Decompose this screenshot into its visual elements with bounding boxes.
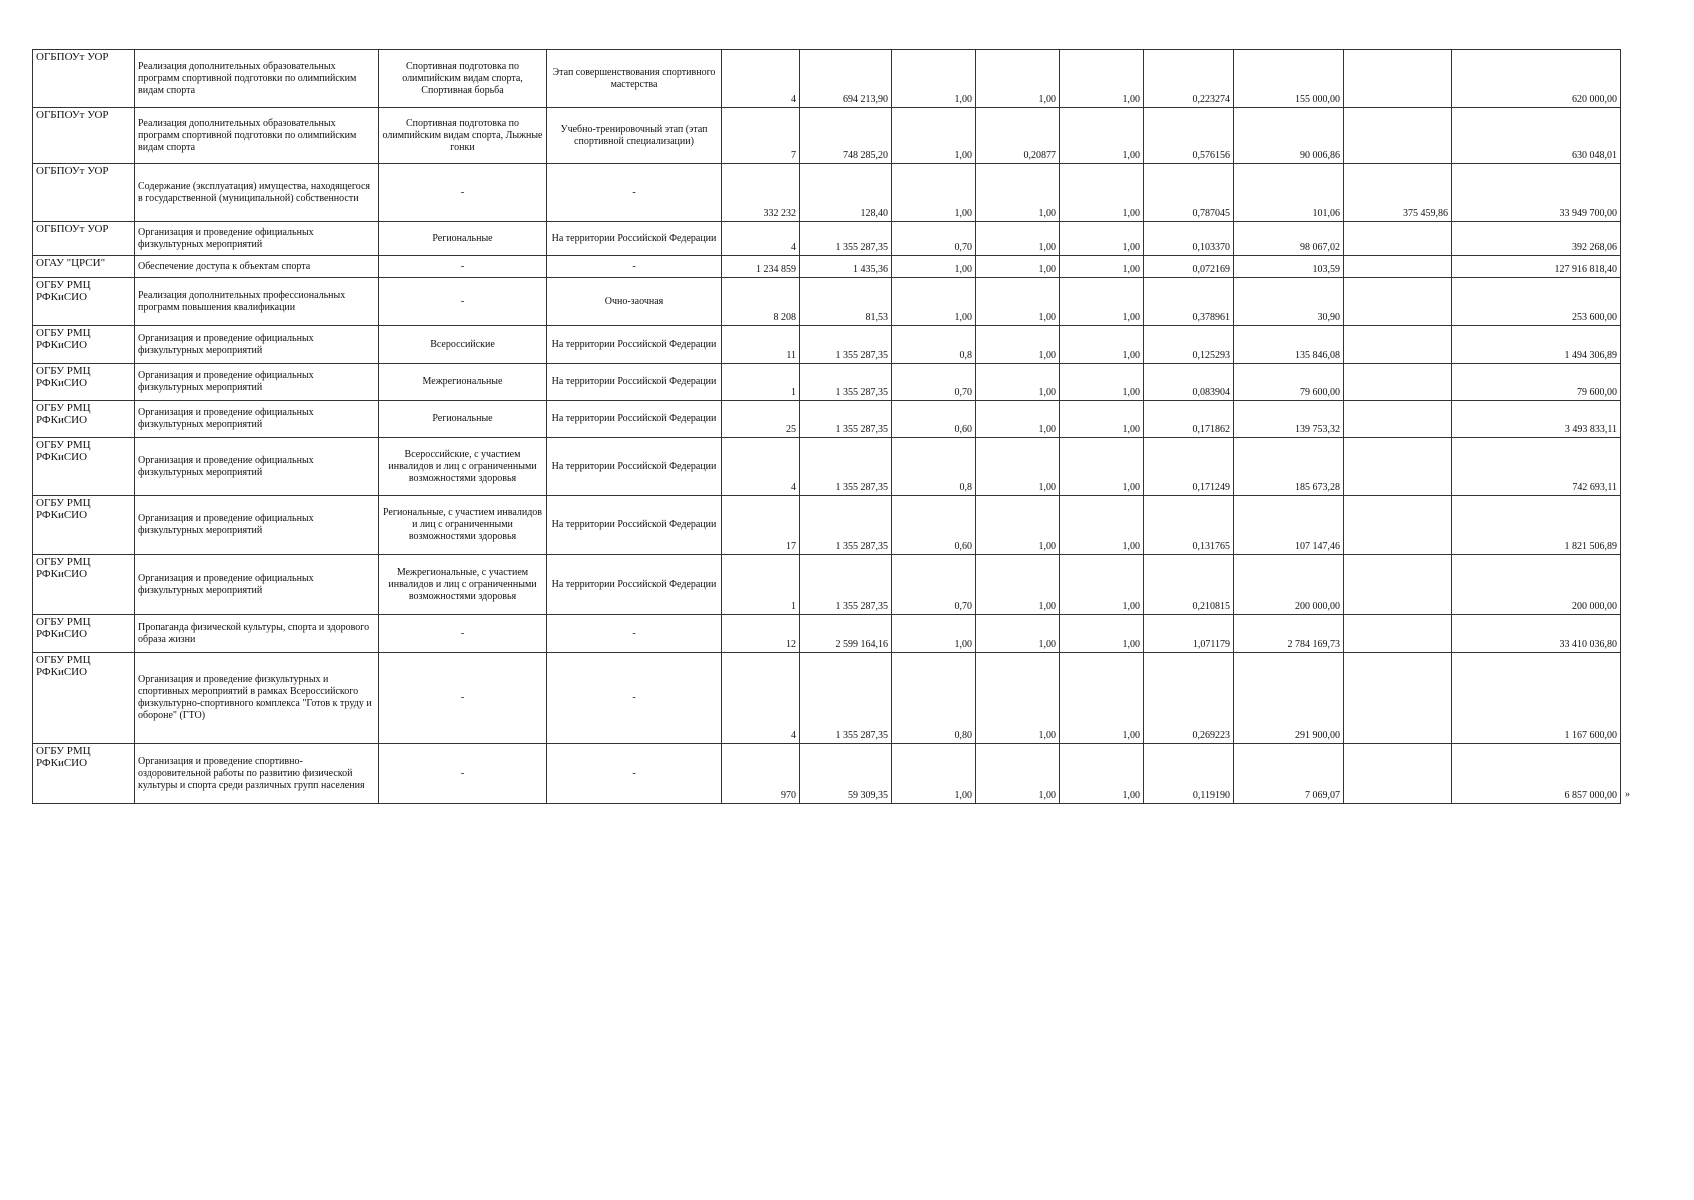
total-cell: 630 048,01 bbox=[1452, 108, 1621, 164]
coef3-cell: 1,00 bbox=[1060, 256, 1144, 278]
base-cost-cell: 1 435,36 bbox=[800, 256, 892, 278]
org-cell: ОГБУ РМЦ РФКиСИО bbox=[33, 278, 135, 326]
coef2-cell: 0,20877 bbox=[976, 108, 1060, 164]
org-cell: ОГБПОУт УОР bbox=[33, 164, 135, 222]
unit-cost-cell: 103,59 bbox=[1234, 256, 1344, 278]
category-cell: Межрегиональные, с участием инвалидов и лиц с ограниченными возможностями здоровья bbox=[379, 555, 547, 615]
base-cost-cell: 59 309,35 bbox=[800, 744, 892, 804]
volume-cell: 4 bbox=[722, 438, 800, 496]
coef3-cell: 1,00 bbox=[1060, 438, 1144, 496]
volume-cell: 1 bbox=[722, 364, 800, 401]
coef4-cell: 0,576156 bbox=[1144, 108, 1234, 164]
table-row bbox=[33, 326, 1621, 364]
coef1-cell: 0,60 bbox=[892, 401, 976, 438]
coef3-cell: 1,00 bbox=[1060, 50, 1144, 108]
service-cell: Реализация дополнительных образовательных программ спортивной подготовки по олимпийским видам спорта bbox=[135, 50, 379, 108]
coef4-cell: 0,210815 bbox=[1144, 555, 1234, 615]
extra-cost-cell bbox=[1344, 438, 1452, 496]
base-cost-cell: 2 599 164,16 bbox=[800, 615, 892, 653]
coef3-cell: 1,00 bbox=[1060, 164, 1144, 222]
category-cell: Региональные bbox=[379, 222, 547, 256]
table-row bbox=[33, 744, 1621, 804]
volume-cell: 12 bbox=[722, 615, 800, 653]
table-row bbox=[33, 256, 1621, 278]
condition-cell: На территории Российской Федерации bbox=[547, 222, 722, 256]
table-row bbox=[33, 401, 1621, 438]
org-cell: ОГБПОУт УОР bbox=[33, 50, 135, 108]
volume-cell: 8 208 bbox=[722, 278, 800, 326]
org-cell: ОГБУ РМЦ РФКиСИО bbox=[33, 744, 135, 804]
table-row bbox=[33, 364, 1621, 401]
coef3-cell: 1,00 bbox=[1060, 364, 1144, 401]
org-cell: ОГБУ РМЦ РФКиСИО bbox=[33, 615, 135, 653]
coef4-cell: 1,071179 bbox=[1144, 615, 1234, 653]
category-cell: - bbox=[379, 164, 547, 222]
total-cell: 1 167 600,00 bbox=[1452, 653, 1621, 744]
service-cell: Организация и проведение официальных физкультурных мероприятий bbox=[135, 555, 379, 615]
volume-cell: 25 bbox=[722, 401, 800, 438]
category-cell: Межрегиональные bbox=[379, 364, 547, 401]
org-cell: ОГБУ РМЦ РФКиСИО bbox=[33, 496, 135, 555]
coef1-cell: 0,70 bbox=[892, 222, 976, 256]
condition-cell: Учебно-тренировочный этап (этап спортивной специализации) bbox=[547, 108, 722, 164]
total-cell: 1 821 506,89 bbox=[1452, 496, 1621, 555]
coef2-cell: 1,00 bbox=[976, 496, 1060, 555]
coef4-cell: 0,223274 bbox=[1144, 50, 1234, 108]
total-cell: 253 600,00 bbox=[1452, 278, 1621, 326]
total-cell: 127 916 818,40 bbox=[1452, 256, 1621, 278]
coef1-cell: 1,00 bbox=[892, 278, 976, 326]
coef2-cell: 1,00 bbox=[976, 164, 1060, 222]
table-row bbox=[33, 615, 1621, 653]
extra-cost-cell bbox=[1344, 496, 1452, 555]
coef2-cell: 1,00 bbox=[976, 438, 1060, 496]
extra-cost-cell bbox=[1344, 222, 1452, 256]
extra-cost-cell bbox=[1344, 278, 1452, 326]
condition-cell: - bbox=[547, 256, 722, 278]
org-cell: ОГБУ РМЦ РФКиСИО bbox=[33, 326, 135, 364]
coef4-cell: 0,119190 bbox=[1144, 744, 1234, 804]
coef3-cell: 1,00 bbox=[1060, 278, 1144, 326]
coef1-cell: 0,80 bbox=[892, 653, 976, 744]
total-cell: 79 600,00 bbox=[1452, 364, 1621, 401]
base-cost-cell: 694 213,90 bbox=[800, 50, 892, 108]
base-cost-cell: 1 355 287,35 bbox=[800, 555, 892, 615]
coef3-cell: 1,00 bbox=[1060, 326, 1144, 364]
coef2-cell: 1,00 bbox=[976, 364, 1060, 401]
service-cell: Организация и проведение официальных физкультурных мероприятий bbox=[135, 401, 379, 438]
category-cell: - bbox=[379, 278, 547, 326]
condition-cell: - bbox=[547, 653, 722, 744]
total-cell: 3 493 833,11 bbox=[1452, 401, 1621, 438]
coef4-cell: 0,072169 bbox=[1144, 256, 1234, 278]
base-cost-cell: 748 285,20 bbox=[800, 108, 892, 164]
unit-cost-cell: 135 846,08 bbox=[1234, 326, 1344, 364]
coef2-cell: 1,00 bbox=[976, 401, 1060, 438]
base-cost-cell: 1 355 287,35 bbox=[800, 326, 892, 364]
coef3-cell: 1,00 bbox=[1060, 401, 1144, 438]
coef1-cell: 0,70 bbox=[892, 364, 976, 401]
unit-cost-cell: 139 753,32 bbox=[1234, 401, 1344, 438]
volume-cell: 4 bbox=[722, 653, 800, 744]
condition-cell: Очно-заочная bbox=[547, 278, 722, 326]
coef3-cell: 1,00 bbox=[1060, 653, 1144, 744]
extra-cost-cell bbox=[1344, 653, 1452, 744]
table-row bbox=[33, 438, 1621, 496]
volume-cell: 4 bbox=[722, 222, 800, 256]
volume-cell: 4 bbox=[722, 50, 800, 108]
coef1-cell: 1,00 bbox=[892, 50, 976, 108]
total-cell: 392 268,06 bbox=[1452, 222, 1621, 256]
category-cell: - bbox=[379, 653, 547, 744]
unit-cost-cell: 2 784 169,73 bbox=[1234, 615, 1344, 653]
coef2-cell: 1,00 bbox=[976, 555, 1060, 615]
base-cost-cell: 1 355 287,35 bbox=[800, 364, 892, 401]
base-cost-cell: 128,40 bbox=[800, 164, 892, 222]
coef2-cell: 1,00 bbox=[976, 50, 1060, 108]
org-cell: ОГБУ РМЦ РФКиСИО bbox=[33, 364, 135, 401]
table-body bbox=[33, 50, 1630, 804]
coef1-cell: 1,00 bbox=[892, 164, 976, 222]
condition-cell: На территории Российской Федерации bbox=[547, 401, 722, 438]
extra-cost-cell bbox=[1344, 256, 1452, 278]
coef3-cell: 1,00 bbox=[1060, 555, 1144, 615]
service-cell: Реализация дополнительных профессиональных программ повышения квалификации bbox=[135, 278, 379, 326]
coef3-cell: 1,00 bbox=[1060, 222, 1144, 256]
coef4-cell: 0,131765 bbox=[1144, 496, 1234, 555]
unit-cost-cell: 101,06 bbox=[1234, 164, 1344, 222]
coef1-cell: 0,60 bbox=[892, 496, 976, 555]
total-cell: 620 000,00 bbox=[1452, 50, 1621, 108]
coef2-cell: 1,00 bbox=[976, 744, 1060, 804]
condition-cell: На территории Российской Федерации bbox=[547, 496, 722, 555]
category-cell: Всероссийские bbox=[379, 326, 547, 364]
extra-cost-cell bbox=[1344, 555, 1452, 615]
volume-cell: 970 bbox=[722, 744, 800, 804]
extra-cost-cell: 375 459,86 bbox=[1344, 164, 1452, 222]
service-cell: Обеспечение доступа к объектам спорта bbox=[135, 256, 379, 278]
category-cell: Спортивная подготовка по олимпийским видам спорта, Лыжные гонки bbox=[379, 108, 547, 164]
total-cell: 200 000,00 bbox=[1452, 555, 1621, 615]
category-cell: Региональные bbox=[379, 401, 547, 438]
service-cell: Организация и проведение официальных физкультурных мероприятий bbox=[135, 438, 379, 496]
org-cell: ОГБПОУт УОР bbox=[33, 222, 135, 256]
service-cell: Организация и проведение спортивно-оздоровительной работы по развитию физической культуры и спорта среди различных групп населения bbox=[135, 744, 379, 804]
condition-cell: На территории Российской Федерации bbox=[547, 555, 722, 615]
extra-cost-cell bbox=[1344, 108, 1452, 164]
table-row bbox=[33, 164, 1621, 222]
condition-cell: Этап совершенствования спортивного мастерства bbox=[547, 50, 722, 108]
table-row bbox=[33, 653, 1621, 744]
coef1-cell: 0,8 bbox=[892, 438, 976, 496]
category-cell: Региональные, с участием инвалидов и лиц с ограниченными возможностями здоровья bbox=[379, 496, 547, 555]
coef2-cell: 1,00 bbox=[976, 278, 1060, 326]
extra-cost-cell bbox=[1344, 364, 1452, 401]
unit-cost-cell: 90 006,86 bbox=[1234, 108, 1344, 164]
org-cell: ОГАУ "ЦРСИ" bbox=[33, 256, 135, 278]
coef3-cell: 1,00 bbox=[1060, 744, 1144, 804]
volume-cell: 11 bbox=[722, 326, 800, 364]
unit-cost-cell: 185 673,28 bbox=[1234, 438, 1344, 496]
coef3-cell: 1,00 bbox=[1060, 496, 1144, 555]
unit-cost-cell: 30,90 bbox=[1234, 278, 1344, 326]
coef1-cell: 0,8 bbox=[892, 326, 976, 364]
service-cell: Организация и проведение физкультурных и спортивных мероприятий в рамках Всероссийского физкультурно-спортивного комплекса "Готов к труду и обороне" (ГТО) bbox=[135, 653, 379, 744]
base-cost-cell: 81,53 bbox=[800, 278, 892, 326]
service-cell: Содержание (эксплуатация) имущества, находящегося в государственной (муниципальной) собственности bbox=[135, 164, 379, 222]
org-cell: ОГБУ РМЦ РФКиСИО bbox=[33, 438, 135, 496]
coef2-cell: 1,00 bbox=[976, 653, 1060, 744]
coef1-cell: 1,00 bbox=[892, 256, 976, 278]
unit-cost-cell: 98 067,02 bbox=[1234, 222, 1344, 256]
condition-cell: На территории Российской Федерации bbox=[547, 438, 722, 496]
unit-cost-cell: 155 000,00 bbox=[1234, 50, 1344, 108]
services-cost-table bbox=[32, 49, 1630, 804]
coef2-cell: 1,00 bbox=[976, 326, 1060, 364]
category-cell: Всероссийские, с участием инвалидов и лиц с ограниченными возможностями здоровья bbox=[379, 438, 547, 496]
org-cell: ОГБУ РМЦ РФКиСИО bbox=[33, 555, 135, 615]
table-row bbox=[33, 50, 1621, 108]
volume-cell: 332 232 bbox=[722, 164, 800, 222]
coef2-cell: 1,00 bbox=[976, 256, 1060, 278]
coef3-cell: 1,00 bbox=[1060, 615, 1144, 653]
table-row bbox=[33, 278, 1621, 326]
extra-cost-cell bbox=[1344, 50, 1452, 108]
coef4-cell: 0,787045 bbox=[1144, 164, 1234, 222]
extra-cost-cell bbox=[1344, 744, 1452, 804]
volume-cell: 17 bbox=[722, 496, 800, 555]
unit-cost-cell: 79 600,00 bbox=[1234, 364, 1344, 401]
coef1-cell: 1,00 bbox=[892, 108, 976, 164]
extra-cost-cell bbox=[1344, 615, 1452, 653]
table-row bbox=[33, 108, 1621, 164]
service-cell: Организация и проведение официальных физкультурных мероприятий bbox=[135, 326, 379, 364]
base-cost-cell: 1 355 287,35 bbox=[800, 496, 892, 555]
category-cell: - bbox=[379, 744, 547, 804]
coef2-cell: 1,00 bbox=[976, 222, 1060, 256]
service-cell: Пропаганда физической культуры, спорта и здорового образа жизни bbox=[135, 615, 379, 653]
volume-cell: 1 234 859 bbox=[722, 256, 800, 278]
category-cell: Спортивная подготовка по олимпийским видам спорта, Спортивная борьба bbox=[379, 50, 547, 108]
coef4-cell: 0,125293 bbox=[1144, 326, 1234, 364]
base-cost-cell: 1 355 287,35 bbox=[800, 438, 892, 496]
coef1-cell: 1,00 bbox=[892, 744, 976, 804]
coef4-cell: 0,083904 bbox=[1144, 364, 1234, 401]
condition-cell: - bbox=[547, 615, 722, 653]
volume-cell: 7 bbox=[722, 108, 800, 164]
service-cell: Реализация дополнительных образовательных программ спортивной подготовки по олимпийским видам спорта bbox=[135, 108, 379, 164]
unit-cost-cell: 7 069,07 bbox=[1234, 744, 1344, 804]
table-row bbox=[33, 496, 1621, 555]
table-row bbox=[33, 222, 1621, 256]
coef2-cell: 1,00 bbox=[976, 615, 1060, 653]
service-cell: Организация и проведение официальных физкультурных мероприятий bbox=[135, 364, 379, 401]
service-cell: Организация и проведение официальных физкультурных мероприятий bbox=[135, 496, 379, 555]
coef4-cell: 0,378961 bbox=[1144, 278, 1234, 326]
condition-cell: - bbox=[547, 744, 722, 804]
coef4-cell: 0,269223 bbox=[1144, 653, 1234, 744]
total-cell: 6 857 000,00 » bbox=[1452, 744, 1621, 804]
coef1-cell: 1,00 bbox=[892, 615, 976, 653]
unit-cost-cell: 291 900,00 bbox=[1234, 653, 1344, 744]
closing-quote-mark: » bbox=[1625, 789, 1630, 800]
extra-cost-cell bbox=[1344, 401, 1452, 438]
org-cell: ОГБУ РМЦ РФКиСИО bbox=[33, 653, 135, 744]
base-cost-cell: 1 355 287,35 bbox=[800, 401, 892, 438]
unit-cost-cell: 107 147,46 bbox=[1234, 496, 1344, 555]
volume-cell: 1 bbox=[722, 555, 800, 615]
base-cost-cell: 1 355 287,35 bbox=[800, 653, 892, 744]
condition-cell: - bbox=[547, 164, 722, 222]
condition-cell: На территории Российской Федерации bbox=[547, 364, 722, 401]
table-row bbox=[33, 555, 1621, 615]
coef1-cell: 0,70 bbox=[892, 555, 976, 615]
coef4-cell: 0,171249 bbox=[1144, 438, 1234, 496]
total-cell: 1 494 306,89 bbox=[1452, 326, 1621, 364]
org-cell: ОГБУ РМЦ РФКиСИО bbox=[33, 401, 135, 438]
condition-cell: На территории Российской Федерации bbox=[547, 326, 722, 364]
coef4-cell: 0,103370 bbox=[1144, 222, 1234, 256]
total-cell: 33 949 700,00 bbox=[1452, 164, 1621, 222]
coef4-cell: 0,171862 bbox=[1144, 401, 1234, 438]
total-cell: 742 693,11 bbox=[1452, 438, 1621, 496]
category-cell: - bbox=[379, 256, 547, 278]
extra-cost-cell bbox=[1344, 326, 1452, 364]
unit-cost-cell: 200 000,00 bbox=[1234, 555, 1344, 615]
service-cell: Организация и проведение официальных физкультурных мероприятий bbox=[135, 222, 379, 256]
coef3-cell: 1,00 bbox=[1060, 108, 1144, 164]
category-cell: - bbox=[379, 615, 547, 653]
org-cell: ОГБПОУт УОР bbox=[33, 108, 135, 164]
total-cell: 33 410 036,80 bbox=[1452, 615, 1621, 653]
base-cost-cell: 1 355 287,35 bbox=[800, 222, 892, 256]
